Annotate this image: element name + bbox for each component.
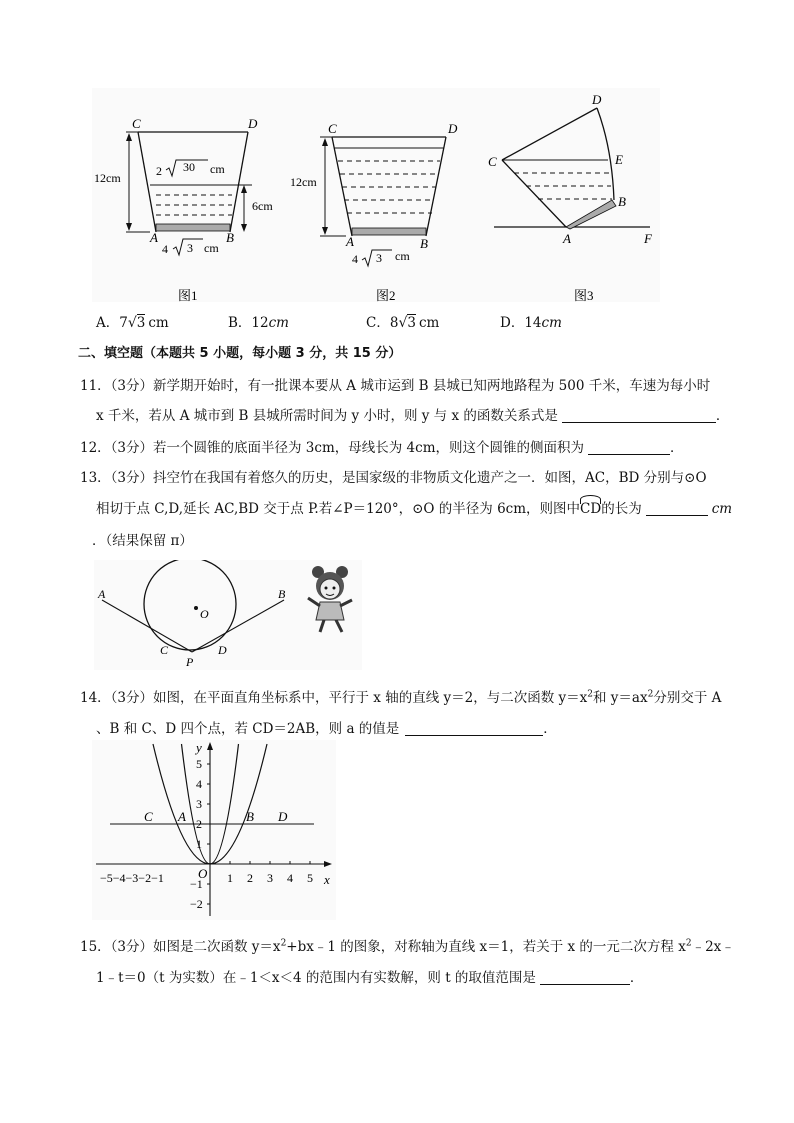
option-a: A．7√3 cm <box>96 315 169 331</box>
fig2-label-d: D <box>448 121 458 136</box>
top-figures <box>92 88 660 306</box>
q14-point-d: D <box>278 809 288 824</box>
fig2-bottom-radicand: 3 <box>376 251 382 265</box>
q14-figure <box>92 740 336 922</box>
arc-cd: CD <box>580 501 601 517</box>
q14-point-b: B <box>246 809 254 824</box>
q14-y-tick-5: 5 <box>196 757 202 771</box>
q14-y-tick-4: 4 <box>196 777 202 791</box>
q13-label-o: O <box>200 607 209 621</box>
q14-x-axis-label: x <box>324 872 330 887</box>
fig1-bottom-coef: 4 <box>162 242 168 256</box>
fig1-caption: 图1 <box>178 288 198 303</box>
q14-x-tick-3: 3 <box>267 871 273 885</box>
option-c: C．8√3 cm <box>366 315 440 331</box>
q13-line2: 相切于点 C,D,延长 AC,BD 交于点 P.若∠P＝120°，⊙O 的半径为 6cm，则图中 CD的长为 cm <box>96 497 732 517</box>
q15-line1: 15．（3分）如图是二次函数 $y=x^2+bx﹣1$ 的图象，对称轴为直线 x＝1，若关于 x 的一元二次方程 $x^2﹣2x﹣$ <box>80 938 735 955</box>
fig1-label-a: A <box>150 230 158 245</box>
q14-origin-label: O <box>198 866 208 881</box>
q14-x-tick-2: 2 <box>247 871 253 885</box>
fig2-label-b: B <box>420 236 428 251</box>
q13-label-a: A <box>98 587 106 601</box>
q14-y-tick-neg2: −2 <box>190 897 203 911</box>
fig2-left-length: 12cm <box>290 175 317 189</box>
q14-point-c: C <box>144 809 153 824</box>
fig1-bottom-radicand: 3 <box>187 241 193 255</box>
option-b: B．12cm <box>228 315 289 331</box>
q14-y-tick-1: 1 <box>196 837 202 851</box>
q14-x-ticks-negative: −5−4−3−2−1 <box>100 871 164 885</box>
fig1-left-length: 12cm <box>94 171 121 185</box>
q13-label-d: D <box>218 643 227 657</box>
q14-line1: 14．（3分）如图，在平面直角坐标系中，平行于 x 轴的直线 y＝2，与二次函数 $y=x^2$和 $y=ax^2$分别交于 A <box>80 689 722 706</box>
fig3-label-f: F <box>644 231 652 246</box>
q15-line2: 1﹣t＝0（t 为实数）在﹣1＜x＜4 的范围内有实数解，则 t 的取值范围是 ． <box>96 970 644 986</box>
q14-y-axis-label: y <box>196 740 202 755</box>
fig2-label-c: C <box>328 121 337 136</box>
fig1-label-b: B <box>226 230 234 245</box>
q12-line: 12．（3分）若一个圆锥的底面半径为 3cm，母线长为 4cm，则这个圆锥的侧面积为 ． <box>80 440 684 456</box>
q13-line1: 13．（3分）抖空竹在我国有着悠久的历史，是国家级的非物质文化遗产之一．如图，AC，BD 分别与⊙O <box>80 470 707 486</box>
q13-label-p: P <box>186 655 194 669</box>
fig3-label-e: E <box>615 152 623 167</box>
fig3-label-d: D <box>592 92 602 107</box>
fig3-caption: 图3 <box>574 288 594 303</box>
q13-label-c: C <box>160 643 169 657</box>
fig1-right-length: 6cm <box>252 199 273 213</box>
section-title: 二、填空题（本题共 5 小题，每小题 3 分，共 15 分） <box>78 346 402 361</box>
q14-x-tick-5: 5 <box>307 871 313 885</box>
q15-answer-blank[interactable] <box>540 970 630 985</box>
q14-answer-blank[interactable] <box>405 721 543 736</box>
cartoon-child-illustration <box>302 564 358 636</box>
q14-point-a: A <box>178 809 186 824</box>
q13-line3: ．（结果保留 π） <box>92 533 193 549</box>
q14-x-tick-1: 1 <box>227 871 233 885</box>
fig2-bottom-coef: 4 <box>352 252 358 266</box>
fig3-label-b: B <box>618 194 626 209</box>
q14-y-tick-neg1: −1 <box>190 877 203 891</box>
q12-answer-blank[interactable] <box>588 440 670 455</box>
q14-line2: 、B 和 C、D 四个点，若 CD＝2AB，则 a 的值是 ． <box>96 721 557 737</box>
q14-y-tick-3: 3 <box>196 797 202 811</box>
fig1-top-unit: cm <box>210 162 225 176</box>
fig1-top-coef: 2 <box>156 164 162 178</box>
fig1-bottom-unit: cm <box>204 241 219 255</box>
fig2-label-a: A <box>346 234 354 249</box>
fig3-label-a: A <box>563 231 571 246</box>
fig1-top-radicand: 30 <box>183 160 195 174</box>
q11-line2: x 千米，若从 A 城市到 B 县城所需时间为 y 小时，则 y 与 x 的函数关系式是 ． <box>96 408 730 424</box>
fig2-bottom-unit: cm <box>395 249 410 263</box>
q14-y-tick-2: 2 <box>196 817 202 831</box>
q11-line1: 11．（3分）新学期开始时，有一批课本要从 A 城市运到 B 县城已知两地路程为 500 千米，车速为每小时 <box>80 378 711 394</box>
fig3-label-c: C <box>488 154 497 169</box>
q13-label-b: B <box>278 587 286 601</box>
q14-x-tick-4: 4 <box>287 871 293 885</box>
fig1-label-c: C <box>132 116 141 131</box>
fig1-label-d: D <box>248 116 258 131</box>
q11-answer-blank[interactable] <box>562 408 716 423</box>
fig2-caption: 图2 <box>376 288 396 303</box>
q13-answer-blank[interactable] <box>646 501 708 516</box>
option-d: D．14cm <box>500 315 562 331</box>
